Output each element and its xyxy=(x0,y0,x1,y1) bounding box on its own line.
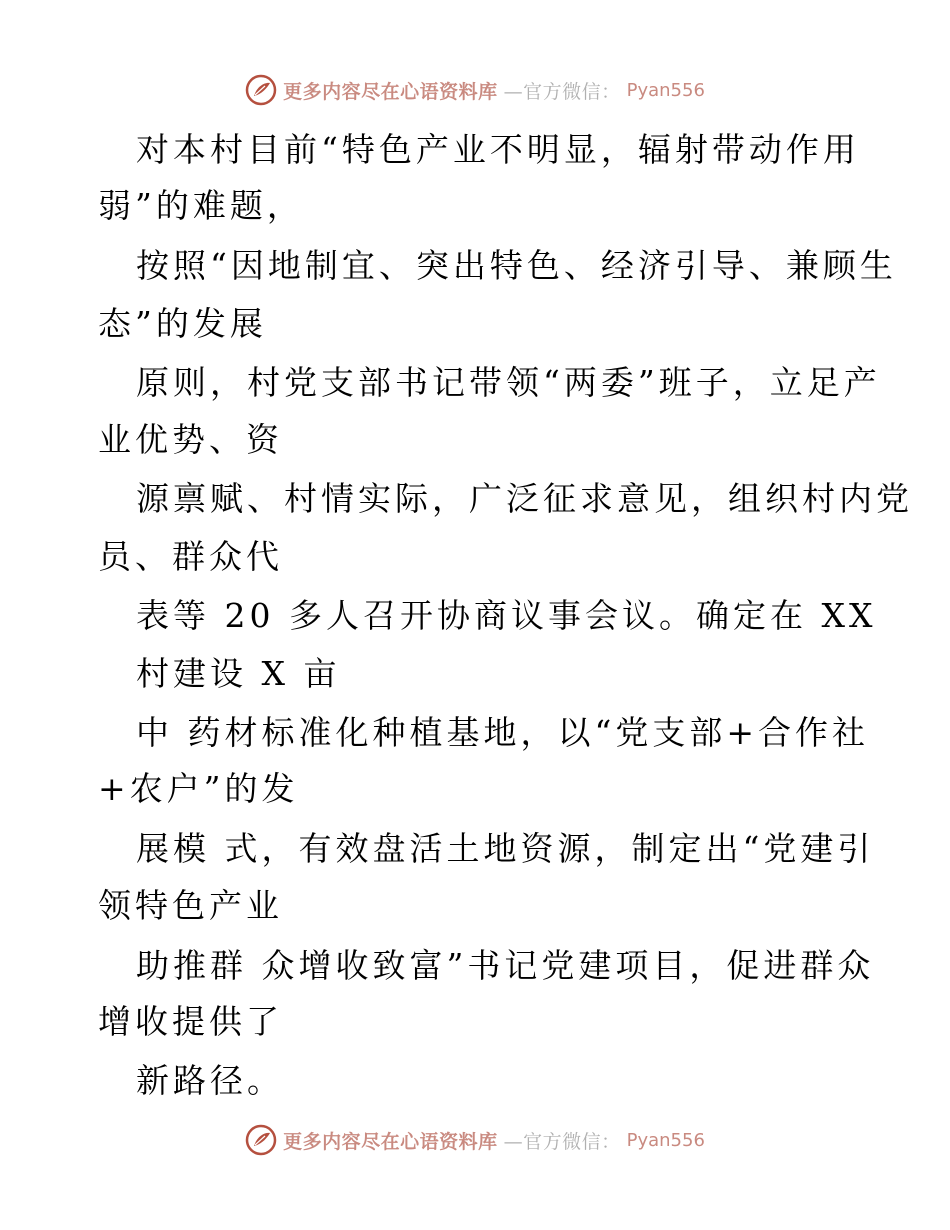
watermark-account: Pyan556 xyxy=(626,79,705,101)
body-line: 员、群众代 xyxy=(98,537,283,576)
body-line: 领特色产业 xyxy=(98,886,283,925)
footer-watermark xyxy=(0,1120,950,1160)
body-line: 展模 式，有效盘活土地资源，制定出“党建引 xyxy=(136,829,875,868)
body-line: 助推群 众增收致富”书记党建项目，促进群众 xyxy=(136,946,875,985)
leaf-seal-icon xyxy=(245,74,277,106)
body-line: +农户”的发 xyxy=(98,769,299,808)
body-line: 态”的发展 xyxy=(98,304,267,343)
body-line: 表等 20 多人召开协商议事会议。确定在 XX xyxy=(136,596,877,635)
header-watermark xyxy=(0,70,950,110)
body-line: 对本村目前“特色产业不明显，辐射带动作用 xyxy=(136,130,860,169)
body-line: 原则，村党支部书记带领“两委”班子，立足产 xyxy=(136,363,881,402)
body-line: 新路径。 xyxy=(136,1061,284,1100)
body-line: 弱”的难题， xyxy=(98,186,304,225)
watermark-separator: —官方微信： xyxy=(503,80,621,103)
body-line: 村建设 X 亩 xyxy=(136,654,341,693)
body-line: 中 药材标准化种植基地，以“党支部+合作社 xyxy=(136,713,870,752)
leaf-seal-icon xyxy=(245,1124,277,1156)
watermark-text: 更多内容尽在心语资料库 xyxy=(283,1130,498,1153)
watermark-account: Pyan556 xyxy=(626,1129,705,1151)
body-line: 源禀赋、村情实际，广泛征求意见，组织村内党 xyxy=(136,479,913,518)
body-line: 业优势、资 xyxy=(98,420,283,459)
body-line: 按照“因地制宜、突出特色、经济引导、兼顾生 xyxy=(136,246,897,285)
watermark-text: 更多内容尽在心语资料库 xyxy=(283,80,498,103)
body-line: 增收提供了 xyxy=(98,1002,283,1041)
watermark-separator: —官方微信： xyxy=(503,1130,621,1153)
